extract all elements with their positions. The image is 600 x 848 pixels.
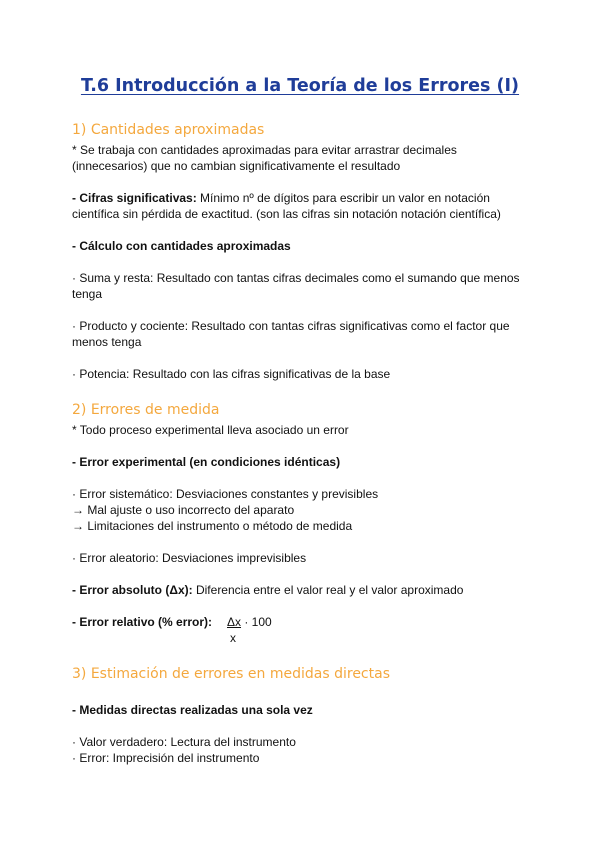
medidas-directas-label: - Medidas directas realizadas una sola vez: [72, 703, 313, 717]
section-heading-cantidades: 1) Cantidades aproximadas: [72, 122, 265, 138]
error-imprecision: · Error: Imprecisión del instrumento: [72, 751, 260, 765]
suma-resta-rule-continued: tenga: [72, 287, 103, 301]
error-experimental-label: - Error experimental (en condiciones idénticas): [72, 455, 341, 469]
cifras-text-continued: científica sin pérdida de exactitud. (son las cifras sin notación notación científica): [72, 207, 501, 221]
note-line: * Todo proceso experimental lleva asociado un error: [72, 423, 349, 437]
potencia-rule: · Potencia: Resultado con las cifras significativas de la base: [72, 367, 391, 381]
cifras-text: Mínimo nº de dígitos para escribir un valor en notación: [196, 191, 490, 205]
section-heading-errores-medida: 2) Errores de medida: [72, 402, 220, 418]
cifras-label: - Cifras significativas:: [72, 191, 197, 205]
cifras-significativas-line: [72, 190, 490, 206]
section-heading-estimacion: 3) Estimación de errores en medidas directas: [72, 666, 390, 682]
error-absoluto-line: [72, 582, 463, 598]
producto-cociente-rule: · Producto y cociente: Resultado con tantas cifras significativas como el factor que: [72, 319, 510, 333]
page-title: T.6 Introducción a la Teoría de los Errores (I): [80, 76, 520, 96]
note-line: (innecesarios) que no cambian significativamente el resultado: [72, 159, 401, 173]
error-relativo-formula: [227, 614, 272, 630]
formula-numerator: Δx: [227, 615, 242, 629]
arrow-item: → Limitaciones del instrumento o método de medida: [72, 519, 353, 533]
error-aleatorio: · Error aleatorio: Desviaciones imprevisibles: [72, 551, 307, 565]
producto-cociente-rule-continued: menos tenga: [72, 335, 142, 349]
calculo-label: - Cálculo con cantidades aproximadas: [72, 239, 291, 253]
note-line: * Se trabaja con cantidades aproximadas para evitar arrastrar decimales: [72, 143, 457, 157]
error-sistematico: · Error sistemático: Desviaciones constantes y previsibles: [72, 487, 379, 501]
suma-resta-rule: · Suma y resta: Resultado con tantas cifras decimales como el sumando que menos: [72, 271, 520, 285]
formula-denominator: x: [230, 631, 236, 645]
arrow-item: → Mal ajuste o uso incorrecto del aparato: [72, 503, 295, 517]
valor-verdadero: · Valor verdadero: Lectura del instrumento: [72, 735, 296, 749]
formula-multiplier: · 100: [241, 615, 272, 629]
error-absoluto-label: - Error absoluto (Δx):: [72, 583, 193, 597]
error-relativo-label: - Error relativo (% error):: [72, 615, 213, 629]
error-absoluto-text: Diferencia entre el valor real y el valor aproximado: [192, 583, 464, 597]
